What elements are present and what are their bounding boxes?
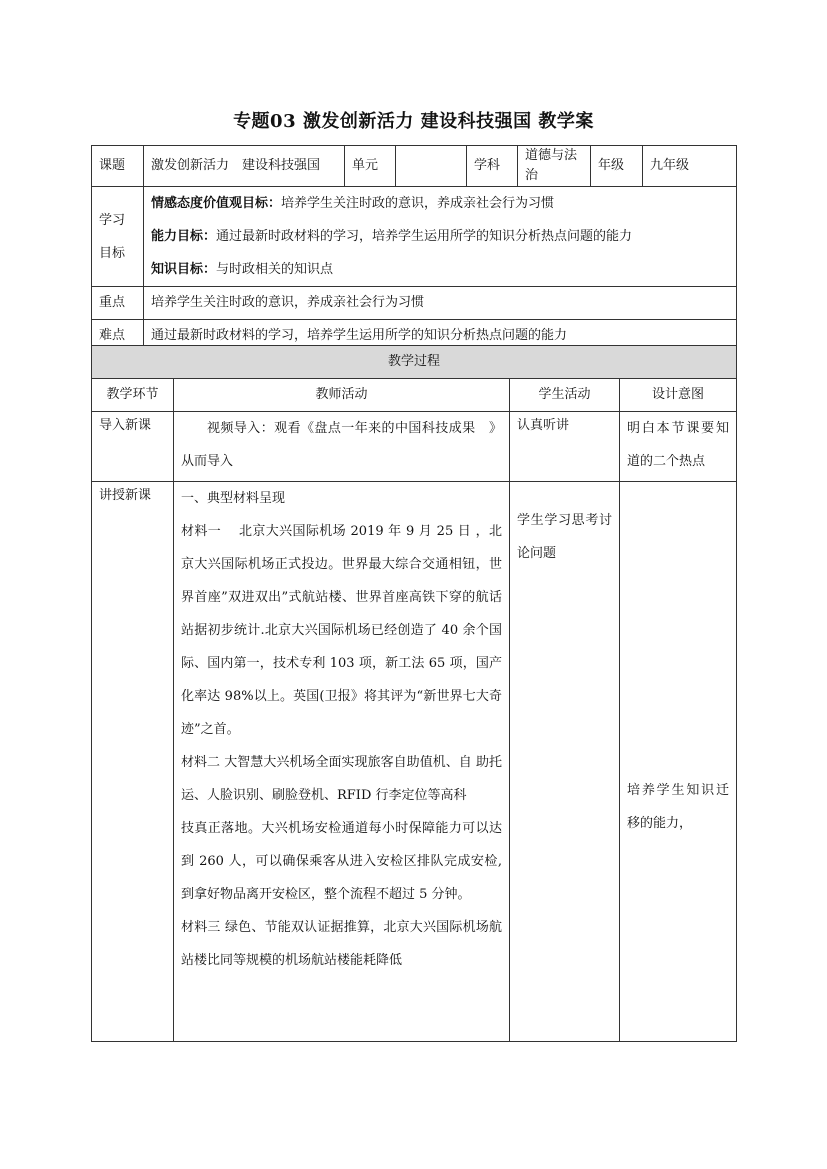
intro-teacher-activity: 视频导入：观看《盘点一年来的中国科技成果 》从而导入 [174, 412, 510, 482]
column-header-teacher: 教师活动 [174, 379, 510, 412]
intro-student-activity: 认真听讲 [510, 412, 620, 482]
difficult-point-text: 通过最新时政材料的学习，培养学生运用所学的知识分析热点问题的能力 [144, 320, 737, 353]
course-info-table [91, 145, 737, 353]
column-header-intent: 设计意图 [620, 379, 737, 412]
teacher-paragraph: 材料三 绿色、节能双认证据推算，北京大兴国际机场航站楼比同等规模的机场航站楼能耗降低 [181, 920, 502, 968]
teacher-paragraph: 材料一 北京大兴国际机场 2019 年 9 月 25 日 ，北京大兴国际机场正式投边。世界最大综合交通相钮，世界首座”双进双出”式航站楼、世界首座高铁下穿的航话站据初步统计.北京大兴国际机场已经创造了 40 余个国际、国内第一，技术专利 103 项，新工法 65 项，国产化率达 98%以上。英国(卫报》将其评为“新世界七大奇迹”之首。 [181, 524, 502, 737]
grade-label: 年级 [591, 146, 643, 187]
goals-label [92, 187, 144, 287]
topic-label: 课题 [92, 146, 144, 187]
topic-value: 激发创新活力 建设科技强国 [144, 146, 345, 187]
intro-design-intent: 明白本节课要知道的二个热点 [620, 412, 737, 482]
ability-goal-label: 能力目标： [151, 229, 217, 244]
knowledge-goal-label: 知识目标： [151, 262, 217, 277]
column-header-student: 学生活动 [510, 379, 620, 412]
attitude-goal-label: 情感态度价值观目标： [151, 196, 282, 211]
subject-value: 道德与法治 [518, 146, 591, 187]
ability-goal [151, 220, 729, 253]
document-title: 专题03 激发创新活力 建设科技强国 教学案 [233, 111, 594, 132]
knowledge-goal-text: 与时政相关的知识点 [216, 262, 334, 277]
attitude-goal-text: 培养学生关注时政的意识，养成亲社会行为习惯 [281, 196, 555, 211]
lecture-student-activity [510, 482, 620, 1042]
process-header: 教学过程 [92, 346, 737, 379]
subject-label: 学科 [467, 146, 518, 187]
unit-value [396, 146, 467, 187]
difficult-point-label: 难点 [92, 320, 144, 353]
key-point-text: 培养学生关注时政的意识，养成亲社会行为习惯 [144, 287, 737, 320]
goals-label-line1: 学习 [99, 212, 126, 228]
teacher-paragraph: 技真正落地。大兴机场安检通道每小时保障能力可以达到 260 人，可以确保乘客从进入安检区排队完成安检,到拿好物品离开安检区，整个流程不超过 5 分钟。 [181, 821, 502, 902]
ability-goal-text: 通过最新时政材料的学习，培养学生运用所学的知识分析热点问题的能力 [216, 229, 633, 244]
attitude-goal [151, 187, 729, 220]
column-header-stage: 教学环节 [92, 379, 174, 412]
goals-label-line2: 目标 [99, 245, 126, 261]
lecture-stage: 讲授新课 [92, 482, 174, 1042]
lecture-student-text: 学生学习思考讨论问题 [517, 513, 612, 561]
teacher-paragraph: 一、典型材料呈现 [181, 491, 286, 506]
goals-content [144, 187, 737, 287]
unit-label: 单元 [345, 146, 396, 187]
lecture-teacher-activity [174, 482, 510, 1042]
lecture-intent-text: 培养学生知识迁移的能力， [627, 783, 730, 831]
intro-stage: 导入新课 [92, 412, 174, 482]
lecture-design-intent [620, 482, 737, 1042]
teacher-paragraph: 材料二 大智慧大兴机场全面实现旅客自助值机、自 助托运、人脸识别、刷脸登机、RFID 行李定位等高科 [181, 755, 502, 803]
grade-value: 九年级 [643, 146, 737, 187]
key-point-label: 重点 [92, 287, 144, 320]
teaching-process-table [91, 345, 737, 1042]
knowledge-goal [151, 253, 729, 286]
